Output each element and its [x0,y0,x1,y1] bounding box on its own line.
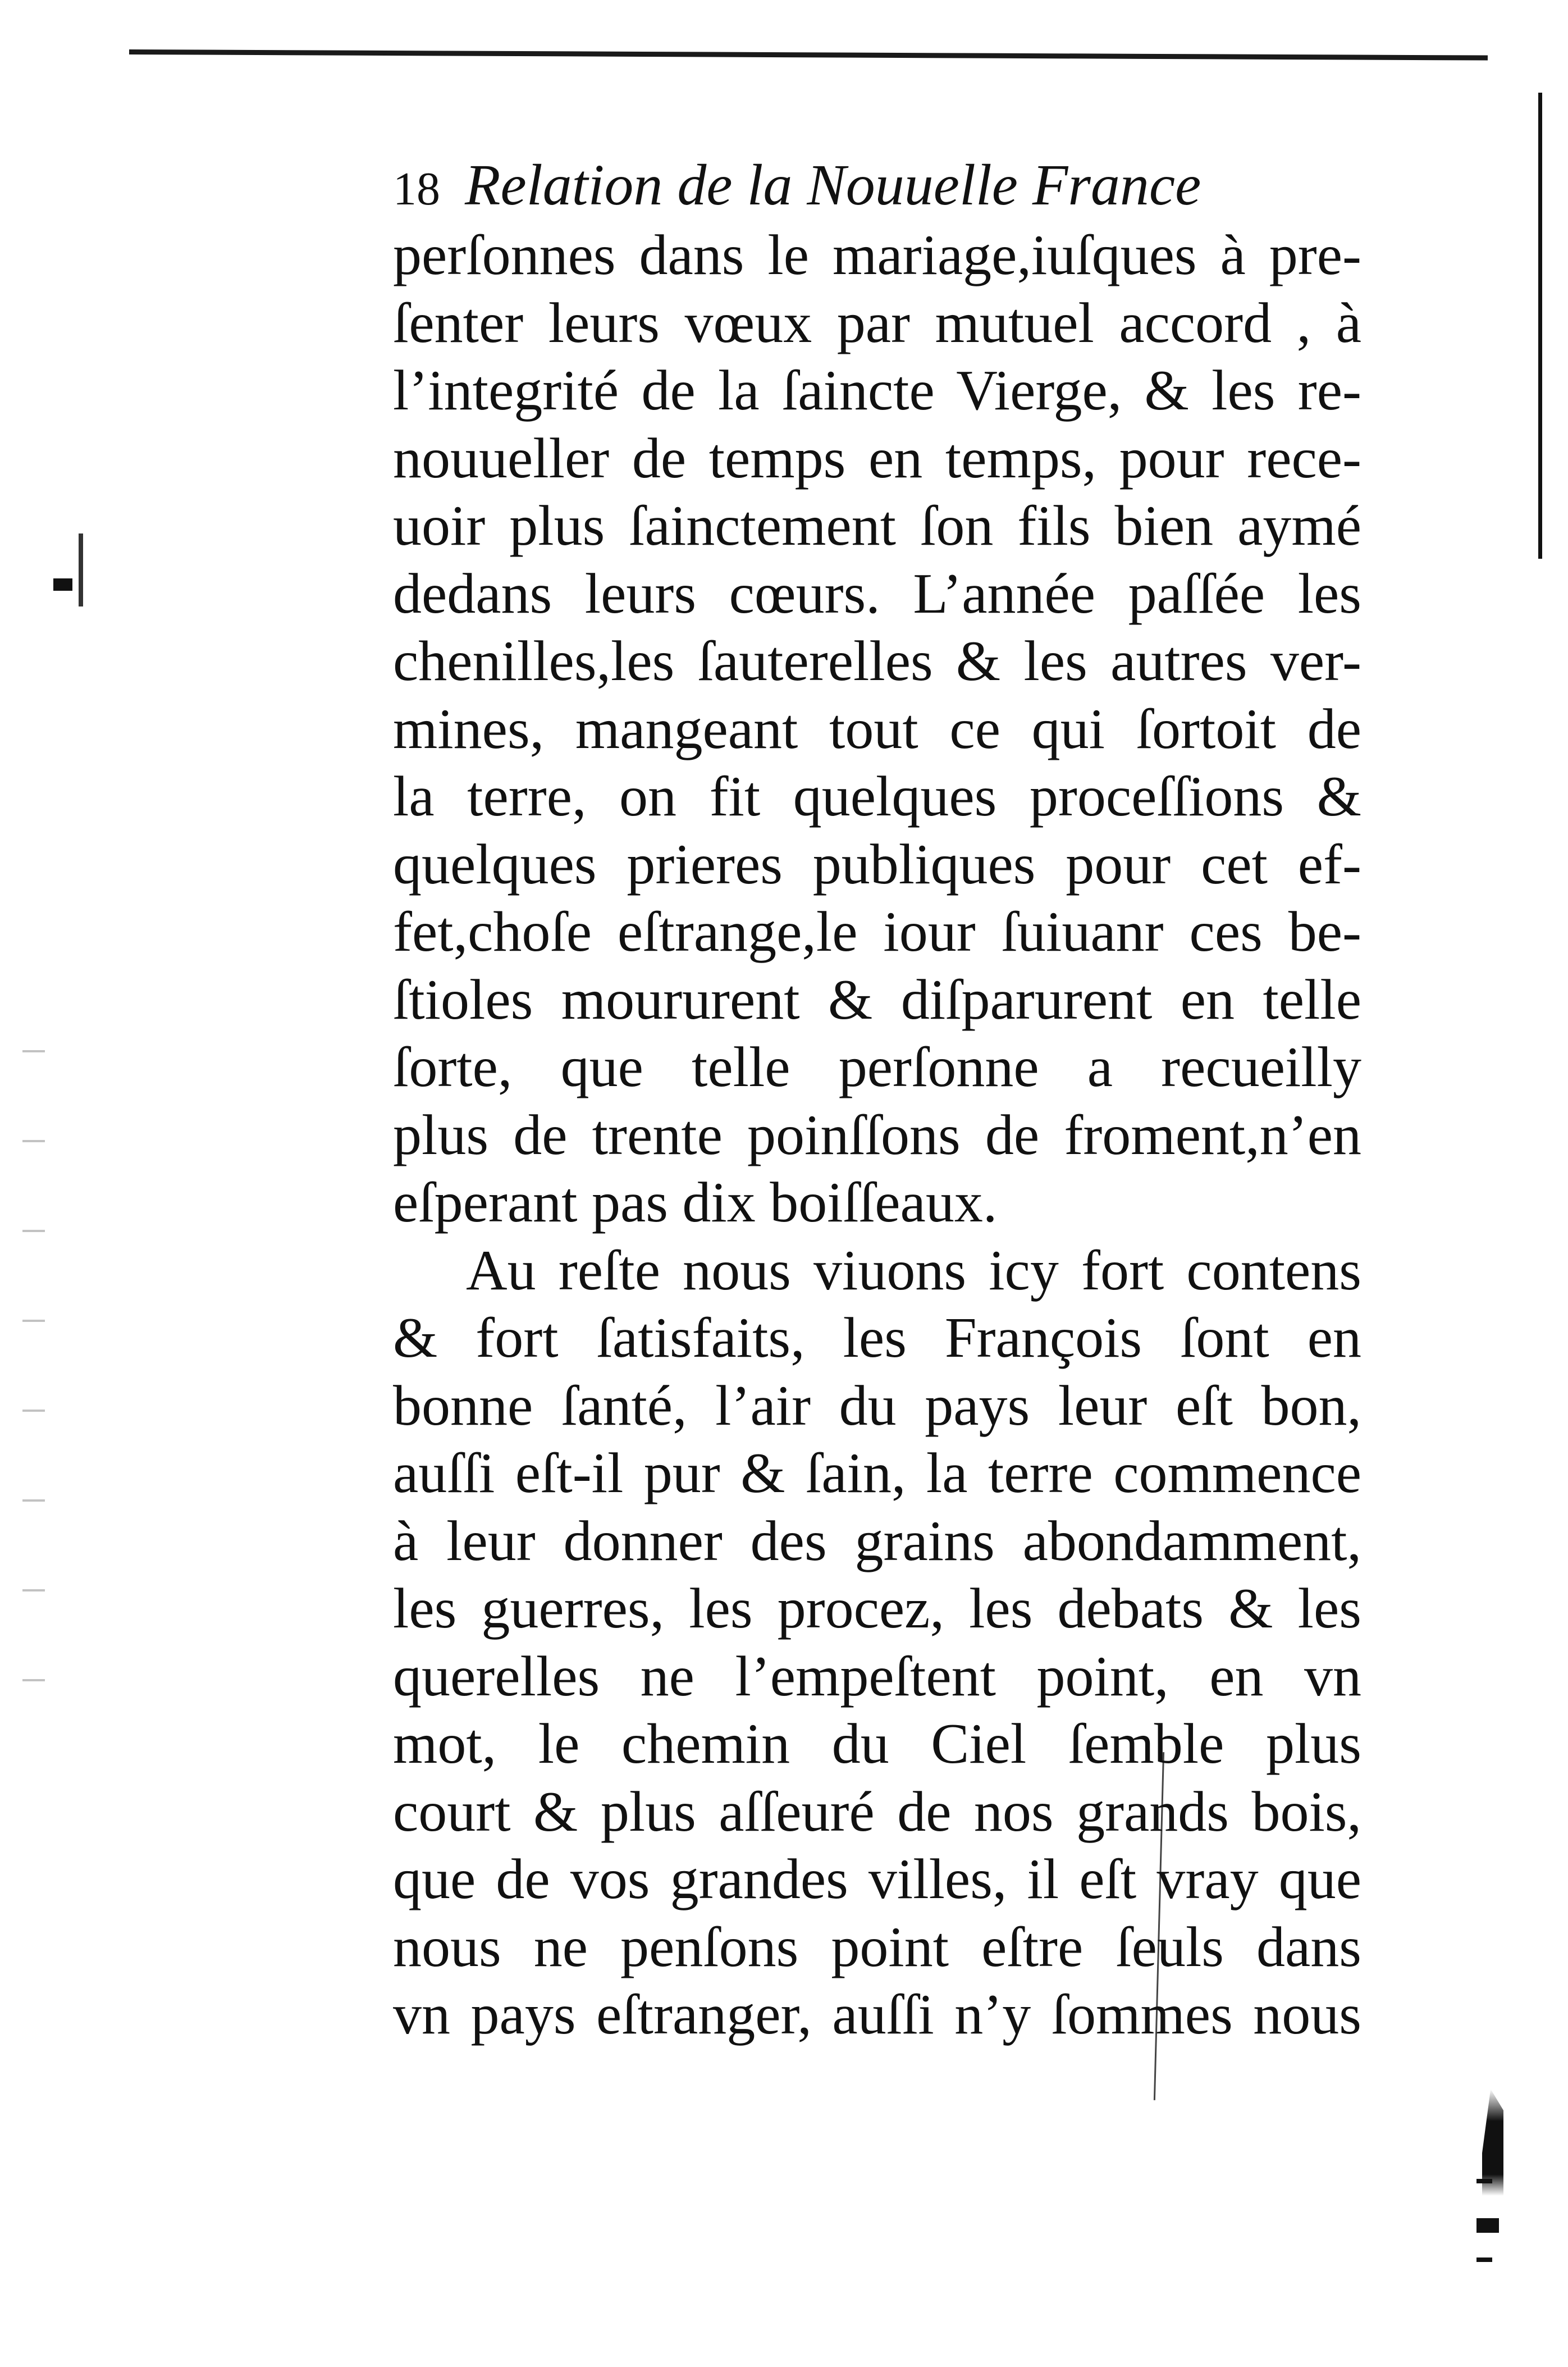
text-line: mot, le chemin du Ciel ſemble plus [393,1712,1361,1776]
page-number: 18 [393,163,440,215]
text-line: eſperant pas dix boiſſeaux. [393,1171,998,1234]
text-line: fet,choſe eſtrange,le iour ſuiuanr ces be- [393,900,1361,964]
text-line: plus de trente poinſſons de froment,n’en [393,1103,1361,1167]
text-line: mines, mangeant tout ce qui ſortoit de [393,697,1361,761]
scan-artifact-mark [53,578,72,591]
text-line: l’integrité de la ſaincte Vierge, & les re- [393,359,1361,422]
text-line: & fort ſatisfaits, les François ſont en [393,1306,1361,1370]
text-line: vn pays eſtranger, auſſi n’y ſommes nous [393,1983,1361,2046]
text-line: bonne ſanté, l’air du pays leur eſt bon, [393,1374,1361,1438]
text-line: quelques prieres publiques pour cet ef- [393,832,1361,896]
body-text [393,222,1361,2049]
text-line: court & plus aſſeuré de nos grands bois, [393,1780,1361,1844]
text-line: à leur donner des grains abondamment, [393,1509,1361,1573]
text-line: Au reſte nous viuons icy fort contens [466,1238,1361,1302]
text-line: perſonnes dans le mariage,iuſques à pre- [393,224,1361,287]
scan-artifact-mark [1476,2257,1492,2262]
text-line: uoir plus ſainctement ſon fils bien aymé [393,494,1361,558]
text-line: chenilles,les ſauterelles & les autres ver- [393,630,1361,693]
text-line: auſſi eſt-il pur & ſain, la terre commence [393,1442,1361,1505]
text-line: la terre, on fit quelques proceſſions & [393,765,1361,828]
scan-artifact-specks [22,1011,45,1685]
text-line: querelles ne l’empeſtent point, en vn [393,1644,1361,1708]
text-line: dedans leurs cœurs. L’année paſſée les [393,562,1361,626]
text-line: que de vos grandes villes, il eſt vray que [393,1848,1361,1911]
page-edge-shadow [1538,93,1542,559]
top-border-rule [129,49,1488,61]
text-line: nous ne penſons point eſtre ſeuls dans [393,1915,1361,1979]
scan-artifact-mark [1476,2179,1492,2183]
text-line: ſenter leurs vœux par mutuel accord , à [393,291,1361,355]
scan-artifact-mark [79,533,83,606]
text-line: nouueller de temps en temps, pour rece- [393,426,1361,490]
text-line: ſorte, que telle perſonne a recueilly [393,1036,1361,1099]
scan-artifact-mark [1476,2218,1499,2233]
text-line: les guerres, les procez, les debats & les [393,1577,1361,1640]
running-header [393,152,1359,219]
text-line: ſtioles moururent & diſparurent en telle [393,968,1361,1032]
running-title: Relation de la Nouuelle France [465,153,1201,217]
